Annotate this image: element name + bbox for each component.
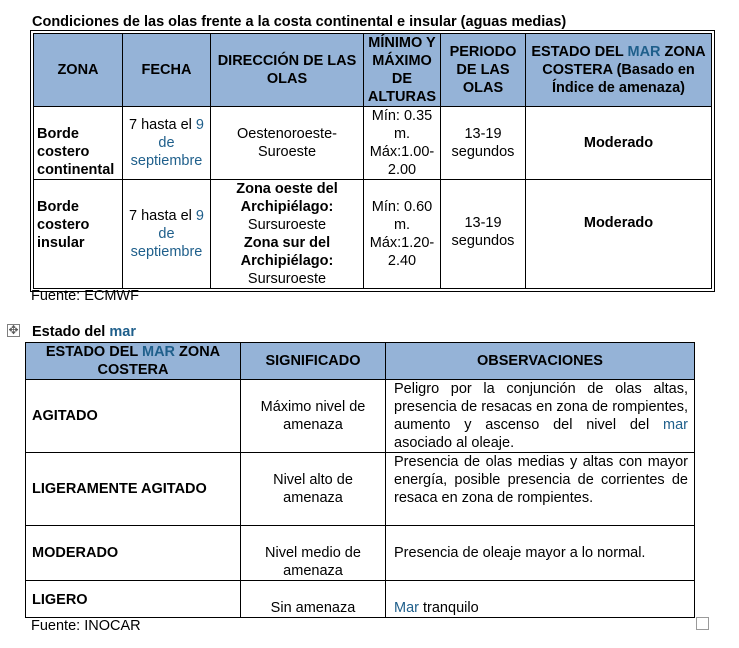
obs-mar: Mar xyxy=(394,600,419,616)
min-value: Mín: 0.60 m. xyxy=(371,199,433,233)
table2-title xyxy=(32,324,136,340)
table1-source: Fuente: ECMWF xyxy=(31,288,139,304)
observaciones-cell xyxy=(386,380,695,453)
zona-cell: Borde costero continental xyxy=(34,107,123,180)
obs-text: tranquilo xyxy=(418,600,479,616)
fecha-text: 7 hasta el xyxy=(129,117,196,133)
observaciones-cell: Presencia de oleaje mayor a lo normal. xyxy=(386,526,695,581)
min-max-cell xyxy=(364,180,441,289)
header-periodo: PERIODO DE LAS OLAS xyxy=(441,34,526,107)
sea-state-table xyxy=(25,342,695,618)
table-row xyxy=(26,380,695,453)
periodo-cell: 13-19 segundos xyxy=(441,107,526,180)
estado-cell: Moderado xyxy=(526,180,712,289)
significado-cell: Máximo nivel de amenaza xyxy=(241,380,386,453)
estado-cell: AGITADO xyxy=(26,380,241,453)
significado-cell: Nivel alto de amenaza xyxy=(241,453,386,526)
obs-text-end: asociado al oleaje. xyxy=(394,435,515,451)
max-value: Máx:1.20-2.40 xyxy=(369,235,435,269)
table2-header-row xyxy=(26,343,695,380)
estado-cell: MODERADO xyxy=(26,526,241,581)
fecha-cell xyxy=(123,107,211,180)
header-significado: SIGNIFICADO xyxy=(241,343,386,380)
header-zona: ZONA xyxy=(34,34,123,107)
min-value: Mín: 0.35 m. xyxy=(371,108,433,142)
significado-cell: Sin amenaza xyxy=(241,581,386,618)
table2-title-pre: Estado del xyxy=(32,324,110,340)
observaciones-cell xyxy=(386,581,695,618)
table2-title-mar: mar xyxy=(109,324,136,340)
fecha-date: 9 de septiembre xyxy=(130,208,204,260)
estado-cell: Moderado xyxy=(526,107,712,180)
header-estado-mar: MAR xyxy=(142,344,176,360)
table-move-handle-icon[interactable]: ✥ xyxy=(8,323,19,337)
header-direccion: DIRECCIÓN DE LAS OLAS xyxy=(211,34,364,107)
max-value: Máx:1.00-2.00 xyxy=(369,144,435,178)
header-min-max: MÍNIMO Y MÁXIMO DE ALTURAS xyxy=(364,34,441,107)
table1-title: Condiciones de las olas frente a la costa continental e insular (aguas medias) xyxy=(32,14,567,30)
observaciones-cell xyxy=(386,453,695,526)
header-estado-mar-zona xyxy=(26,343,241,380)
obs-mar: mar xyxy=(663,417,688,433)
direccion-value-sur: Sursuroeste xyxy=(247,271,327,287)
table-row xyxy=(34,107,712,180)
header-estado-pre: ESTADO DEL xyxy=(531,44,628,60)
wave-conditions-table xyxy=(33,33,712,289)
table-row xyxy=(26,453,695,526)
direccion-label-oeste: Zona oeste del Archipiélago: xyxy=(236,181,338,215)
header-estado-mar: MAR xyxy=(627,44,661,60)
zona-cell: Borde costero insular xyxy=(34,180,123,289)
estado-cell: LIGERAMENTE AGITADO xyxy=(26,453,241,526)
significado-cell: Nivel medio de amenaza xyxy=(241,526,386,581)
header-estado-pre: ESTADO DEL xyxy=(45,344,142,360)
table-resize-handle-icon[interactable] xyxy=(696,617,709,630)
header-estado-post: ZONA COSTERA (Basado en Índice de amenaza) xyxy=(542,44,706,96)
header-estado xyxy=(526,34,712,107)
header-estado-post: ZONA COSTERA xyxy=(97,344,221,378)
header-observaciones: OBSERVACIONES xyxy=(386,343,695,380)
direccion-cell: Oestenoroeste-Suroeste xyxy=(211,107,364,180)
estado-cell: LIGERO xyxy=(26,581,241,618)
fecha-date: 9 de septiembre xyxy=(130,117,204,169)
direccion-cell xyxy=(211,180,364,289)
direccion-label-sur: Zona sur del Archipiélago: xyxy=(240,235,334,269)
header-fecha: FECHA xyxy=(123,34,211,107)
table-row xyxy=(34,180,712,289)
direccion-value-oeste: Sursuroeste xyxy=(247,217,327,233)
obs-text: Peligro por la conjunción de olas altas, presencia de resacas en zona de rompientes, aumento y ascenso del nivel del xyxy=(394,381,688,433)
table1-header-row xyxy=(34,34,712,107)
fecha-text: 7 hasta el xyxy=(129,208,196,224)
periodo-cell: 13-19 segundos xyxy=(441,180,526,289)
table-row xyxy=(26,581,695,618)
table-row xyxy=(26,526,695,581)
table2-source: Fuente: INOCAR xyxy=(31,618,141,634)
obs-text: Presencia de olas medias y altas con mayor energía, posible presencia de corrientes de resaca en zona de rompientes. xyxy=(394,454,688,506)
fecha-cell xyxy=(123,180,211,289)
min-max-cell xyxy=(364,107,441,180)
